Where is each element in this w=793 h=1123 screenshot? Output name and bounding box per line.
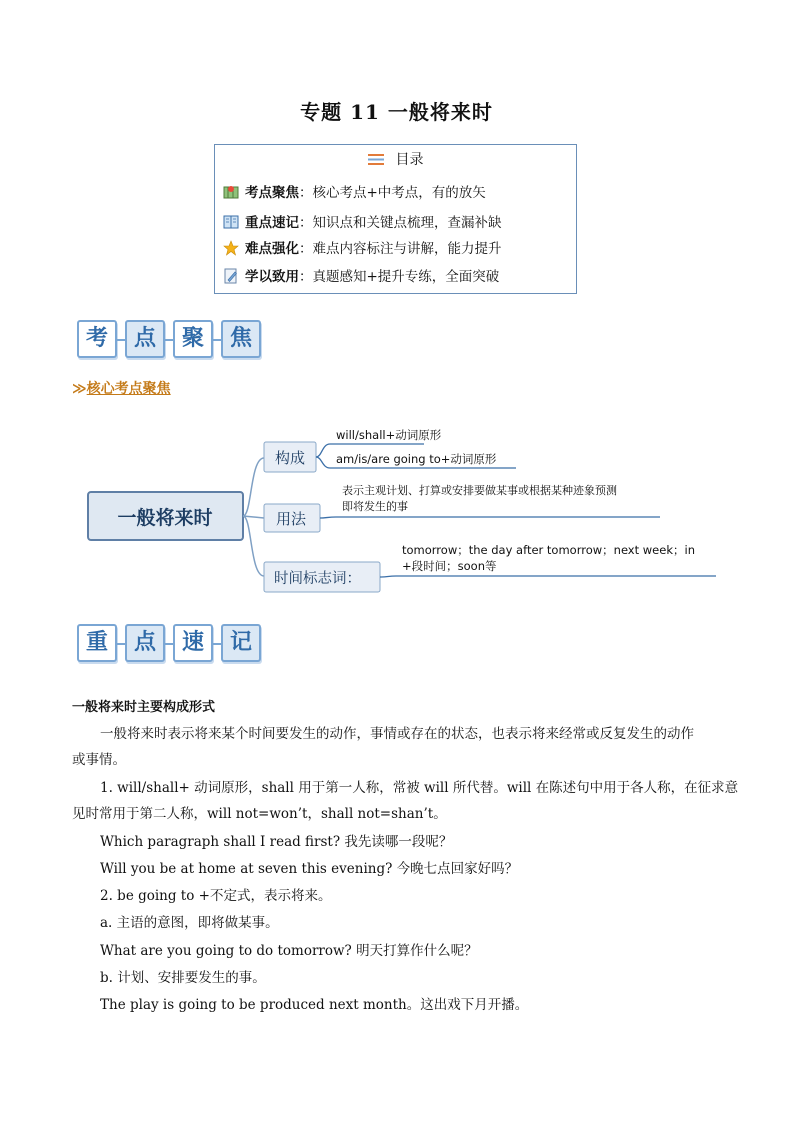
list-icon bbox=[368, 154, 384, 165]
toc-item-3 bbox=[223, 237, 502, 257]
section-link-core[interactable]: ≫核心考点聚焦 bbox=[72, 381, 171, 397]
toc-box bbox=[214, 144, 577, 294]
notes-line-6: Will you be at home at seven this evening? 今晚七点回家好吗？ bbox=[100, 861, 519, 877]
badge-char-4: 焦 bbox=[221, 320, 261, 358]
badge2-char-3: 速 bbox=[173, 624, 213, 662]
toc-text-4: ：真题感知+提升专练，全面突破 bbox=[299, 269, 500, 285]
mind-map-branch-3-detail-2: +段时间；soon等 bbox=[402, 559, 497, 573]
mind-map-branch-1: 构成 bbox=[274, 449, 306, 467]
notes-line-4: 见时常用于第二人称，will not=won’t，shall not=shan’t。 bbox=[72, 806, 447, 822]
toc-item-4 bbox=[223, 265, 499, 285]
notes-line-3: 1. will/shall+ 动词原形，shall 用于第一人称，常被 will 所代替。will 在陈述句中用于各人称，在征求意 bbox=[100, 780, 739, 796]
notes-line-7: 2. be going to +不定式，表示将来。 bbox=[100, 888, 332, 904]
notes-line-10: b. 计划、安排要发生的事。 bbox=[100, 970, 266, 986]
map-icon bbox=[223, 184, 239, 200]
notes-line-8: a. 主语的意图，即将做某事。 bbox=[100, 915, 279, 931]
mind-map-branch-3: 时间标志词： bbox=[274, 571, 361, 587]
badge2-char-2: 点 bbox=[125, 624, 165, 662]
toc-label-4: 学以致用 bbox=[245, 269, 299, 285]
toc-label-3: 难点强化 bbox=[245, 241, 299, 257]
pencil-icon bbox=[223, 268, 239, 284]
mind-map-branch-1-detail-2: am/is/are going to+动词原形 bbox=[336, 452, 497, 466]
mind-map bbox=[0, 418, 793, 608]
toc-heading-text: 目录 bbox=[395, 152, 424, 168]
toc-item-1 bbox=[223, 181, 486, 201]
section-badges-notes bbox=[77, 624, 267, 666]
toc-item-2 bbox=[223, 211, 502, 231]
notes-line-5: Which paragraph shall I read first? 我先读哪一段呢？ bbox=[100, 834, 453, 850]
mind-map-branch-2: 用法 bbox=[275, 510, 307, 528]
mind-map-branch-1-detail-1: will/shall+动词原形 bbox=[336, 428, 442, 442]
notes-heading: 一般将来时主要构成形式 bbox=[72, 700, 216, 715]
section-badges-focus bbox=[77, 320, 267, 362]
badge-char-1: 考 bbox=[77, 320, 117, 358]
mind-map-root: 一般将来时 bbox=[117, 507, 213, 529]
notes-line-9: What are you going to do tomorrow? 明天打算作什么呢？ bbox=[100, 943, 478, 959]
double-chevron-icon: ≫ bbox=[72, 381, 87, 397]
notes-line-1: 一般将来时表示将来某个时间要发生的动作，事情或存在的状态，也表示将来经常或反复发生的动作 bbox=[100, 726, 694, 742]
badge-char-2: 点 bbox=[125, 320, 165, 358]
notes-line-11: The play is going to be produced next month。这出戏下月开播。 bbox=[100, 997, 529, 1013]
mind-map-branch-2-detail-1: 表示主观计划、打算或安排要做某事或根据某种迹象预测 bbox=[342, 484, 617, 497]
notes-line-2: 或事情。 bbox=[72, 752, 126, 768]
badge2-char-1: 重 bbox=[77, 624, 117, 662]
toc-heading bbox=[215, 149, 576, 169]
badge2-char-4: 记 bbox=[221, 624, 261, 662]
book-icon bbox=[223, 214, 239, 230]
toc-text-2: ：知识点和关键点梳理，查漏补缺 bbox=[299, 215, 502, 231]
toc-text-3: ：难点内容标注与讲解，能力提升 bbox=[299, 241, 502, 257]
badge-char-3: 聚 bbox=[173, 320, 213, 358]
toc-label-1: 考点聚焦 bbox=[245, 185, 299, 201]
toc-label-2: 重点速记 bbox=[245, 215, 299, 231]
mind-map-branch-3-detail-1: tomorrow；the day after tomorrow；next week；in bbox=[402, 543, 695, 557]
mind-map-branch-2-detail-2: 即将发生的事 bbox=[342, 500, 408, 513]
toc-text-1: ：核心考点+中考点，有的放矢 bbox=[299, 185, 486, 201]
star-icon bbox=[223, 240, 239, 256]
page-title: 专题 11 一般将来时 bbox=[300, 100, 493, 124]
